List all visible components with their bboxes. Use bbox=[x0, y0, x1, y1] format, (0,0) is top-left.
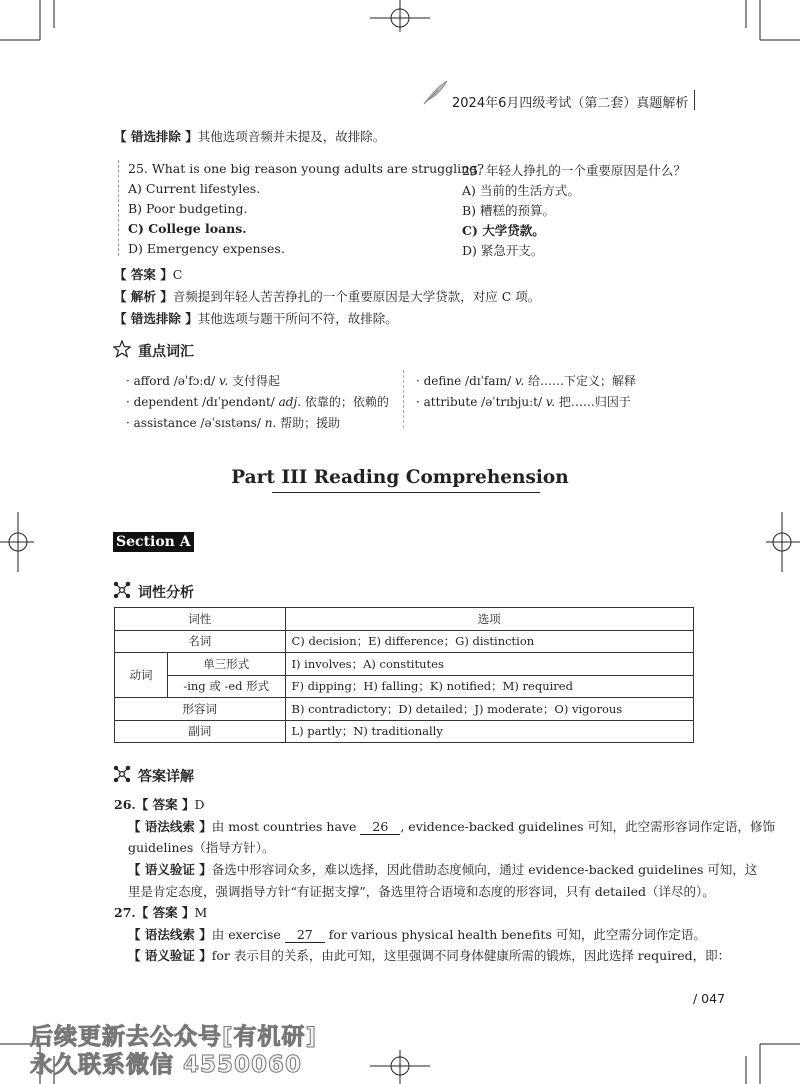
header-pos: 词性 bbox=[115, 608, 286, 631]
tag-answer: 【 答案 】 bbox=[114, 267, 173, 282]
tag-grammar-clue: 【 语法线索 】 bbox=[128, 927, 212, 942]
vocab-title: 重点词汇 bbox=[138, 344, 194, 360]
table-header-row bbox=[115, 608, 694, 631]
vocab-word: · attribute /əˈtrɪbjuːt/ bbox=[416, 395, 543, 409]
top-note bbox=[114, 127, 385, 145]
q25-en-option-a: A) Current lifestyles. bbox=[128, 181, 261, 196]
q26-number: 26. bbox=[114, 797, 136, 812]
tag-semantic-verify: 【 语义验证 】 bbox=[128, 948, 212, 963]
clue-text: for various physical health benefits 可知，此空需分词作定语。 bbox=[328, 927, 706, 942]
vocab-pos: v. bbox=[218, 374, 229, 388]
table-row bbox=[115, 675, 694, 698]
part-title-underline bbox=[272, 492, 540, 493]
explanations-title: 答案详解 bbox=[138, 769, 194, 785]
tag-answer: 【 答案 】 bbox=[135, 797, 195, 812]
q26-verify bbox=[128, 860, 757, 878]
blank-26: 26 bbox=[360, 819, 400, 835]
blank-27: 27 bbox=[285, 927, 325, 943]
pos-adj-options: B) contradictory；D) detailed；J) moderate；O) vigorous bbox=[285, 698, 694, 721]
part-title: Part III Reading Comprehension bbox=[231, 467, 569, 488]
table-row bbox=[115, 630, 694, 653]
table-row bbox=[115, 720, 694, 743]
clue-text: 由 exercise bbox=[211, 927, 281, 942]
q27-answer bbox=[114, 903, 207, 921]
q27-verify bbox=[128, 946, 730, 964]
q25-zh-option-c: C) 大学贷款。 bbox=[462, 223, 545, 238]
vocab-word: · afford /əˈfɔːd/ bbox=[126, 374, 216, 388]
vocab-word: · assistance /əˈsɪstəns/ bbox=[126, 416, 261, 430]
q25-answer bbox=[114, 265, 182, 283]
vocab-word: · define /dɪˈfaɪn/ bbox=[416, 374, 512, 388]
tag-analysis: 【 解析 】 bbox=[114, 289, 173, 304]
q26-verify-line2: 里是肯定态度，强调指导方针“有证据支撑”，备选里符合语境和态度的形容词，只有 detailed（详尽的）。 bbox=[128, 884, 715, 899]
vocab-item-assistance bbox=[126, 414, 340, 431]
q25-zh-option-b: B) 糟糕的预算。 bbox=[462, 203, 556, 218]
pos-noun: 名词 bbox=[115, 630, 286, 653]
vocab-item-dependent bbox=[126, 393, 389, 410]
q25-zh-option-a: A) 当前的生活方式。 bbox=[462, 183, 580, 198]
table-row bbox=[115, 698, 694, 721]
q27-clue bbox=[128, 925, 706, 943]
header-divider bbox=[694, 90, 695, 110]
page-number: / 047 bbox=[693, 991, 726, 1006]
q25-zh-option-d: D) 紧急开支。 bbox=[462, 243, 544, 258]
q27-number: 27. bbox=[114, 905, 136, 920]
pos-verb-ing-ed-options: F) dipping；H) falling；K) notified；M) required bbox=[285, 675, 694, 698]
pos-verb: 动词 bbox=[115, 653, 168, 698]
pos-noun-options: C) decision；E) difference；G) distinction bbox=[285, 630, 694, 653]
answer-value: M bbox=[194, 905, 208, 920]
vocab-item-attribute bbox=[416, 393, 631, 410]
pos-verb-third: 单三形式 bbox=[168, 653, 286, 676]
clue-text: 由 most countries have bbox=[211, 819, 357, 834]
pos-verb-ing-ed: -ing 或 -ed 形式 bbox=[168, 675, 286, 698]
vocab-word: · dependent /dɪˈpendənt/ bbox=[126, 395, 275, 409]
pos-adv: 副词 bbox=[115, 720, 286, 743]
watermark-line2: 永久联系微信 4550060 bbox=[30, 1052, 303, 1078]
network-icon bbox=[113, 765, 131, 783]
tag-answer: 【 答案 】 bbox=[135, 905, 195, 920]
pos-analysis-title: 词性分析 bbox=[138, 585, 194, 601]
vocab-pos: v. bbox=[514, 374, 525, 388]
quill-icon bbox=[420, 78, 450, 106]
q25-en-option-d: D) Emergency expenses. bbox=[128, 241, 285, 256]
q26-answer bbox=[114, 795, 205, 813]
vocab-meaning: 帮助；援助 bbox=[280, 416, 341, 430]
page-header-title: 2024年6月四级考试（第二套）真题解析 bbox=[452, 96, 689, 111]
vocab-meaning: 把……归因于 bbox=[558, 395, 631, 409]
vocab-item-define bbox=[416, 372, 636, 389]
q25-en-stem: 25. What is one big reason young adults are struggling? bbox=[128, 161, 484, 176]
note-text: 其他选项音频并未提及，故排除。 bbox=[197, 129, 386, 144]
verify-text: for 表示目的关系，由此可知，这里强调不同身体健康所需的锻炼，因此选择 required，即： bbox=[211, 948, 731, 963]
q25-en-option-c: C) College loans. bbox=[128, 221, 247, 236]
header-options: 选项 bbox=[285, 608, 694, 631]
clue-text: , evidence-backed guidelines 可知，此空需形容词作定语，修饰 bbox=[400, 819, 776, 834]
analysis-text: 音频提到年轻人苦苦挣扎的一个重要原因是大学贷款，对应 C 项。 bbox=[172, 289, 541, 304]
q25-analysis bbox=[114, 287, 540, 305]
tag-exclude: 【 错选排除 】 bbox=[114, 129, 198, 144]
answer-value: D bbox=[194, 797, 205, 812]
star-icon bbox=[113, 340, 131, 358]
tag-semantic-verify: 【 语义验证 】 bbox=[128, 862, 212, 877]
pos-adj: 形容词 bbox=[115, 698, 286, 721]
network-icon bbox=[113, 581, 131, 599]
verify-text: 备选中形容词众多，难以选择，因此借助态度倾向，通过 evidence-backed guidelines 可知，这 bbox=[211, 862, 758, 877]
watermark-line1: 后续更新去公众号[有机研] bbox=[30, 1024, 318, 1050]
vocab-pos: n. bbox=[264, 416, 277, 430]
exclude-text: 其他选项与题干所问不符，故排除。 bbox=[197, 311, 398, 326]
pos-verb-third-options: I) involves；A) constitutes bbox=[285, 653, 694, 676]
q25-zh-stem: 25. 年轻人挣扎的一个重要原因是什么？ bbox=[462, 163, 686, 178]
vocab-pos: adj. bbox=[278, 395, 302, 409]
vocab-meaning: 依靠的；依赖的 bbox=[304, 395, 389, 409]
q25-en-option-b: B) Poor budgeting. bbox=[128, 201, 248, 216]
pos-adv-options: L) partly；N) traditionally bbox=[285, 720, 694, 743]
pos-table bbox=[114, 607, 694, 743]
vocab-item-afford bbox=[126, 372, 280, 389]
vocab-divider bbox=[403, 370, 404, 428]
vocab-pos: v. bbox=[545, 395, 556, 409]
vocab-meaning: 支付得起 bbox=[231, 374, 280, 388]
q26-clue bbox=[128, 817, 775, 835]
answer-value: C bbox=[172, 267, 183, 282]
table-row bbox=[115, 653, 694, 676]
q25-exclude bbox=[114, 309, 398, 327]
q26-clue-line2: guidelines（指导方针）。 bbox=[128, 840, 275, 855]
tag-grammar-clue: 【 语法线索 】 bbox=[128, 819, 212, 834]
section-label: Section A bbox=[113, 532, 194, 552]
question-side-bar bbox=[118, 160, 122, 256]
tag-exclude: 【 错选排除 】 bbox=[114, 311, 198, 326]
vocab-meaning: 给……下定义；解释 bbox=[527, 374, 636, 388]
